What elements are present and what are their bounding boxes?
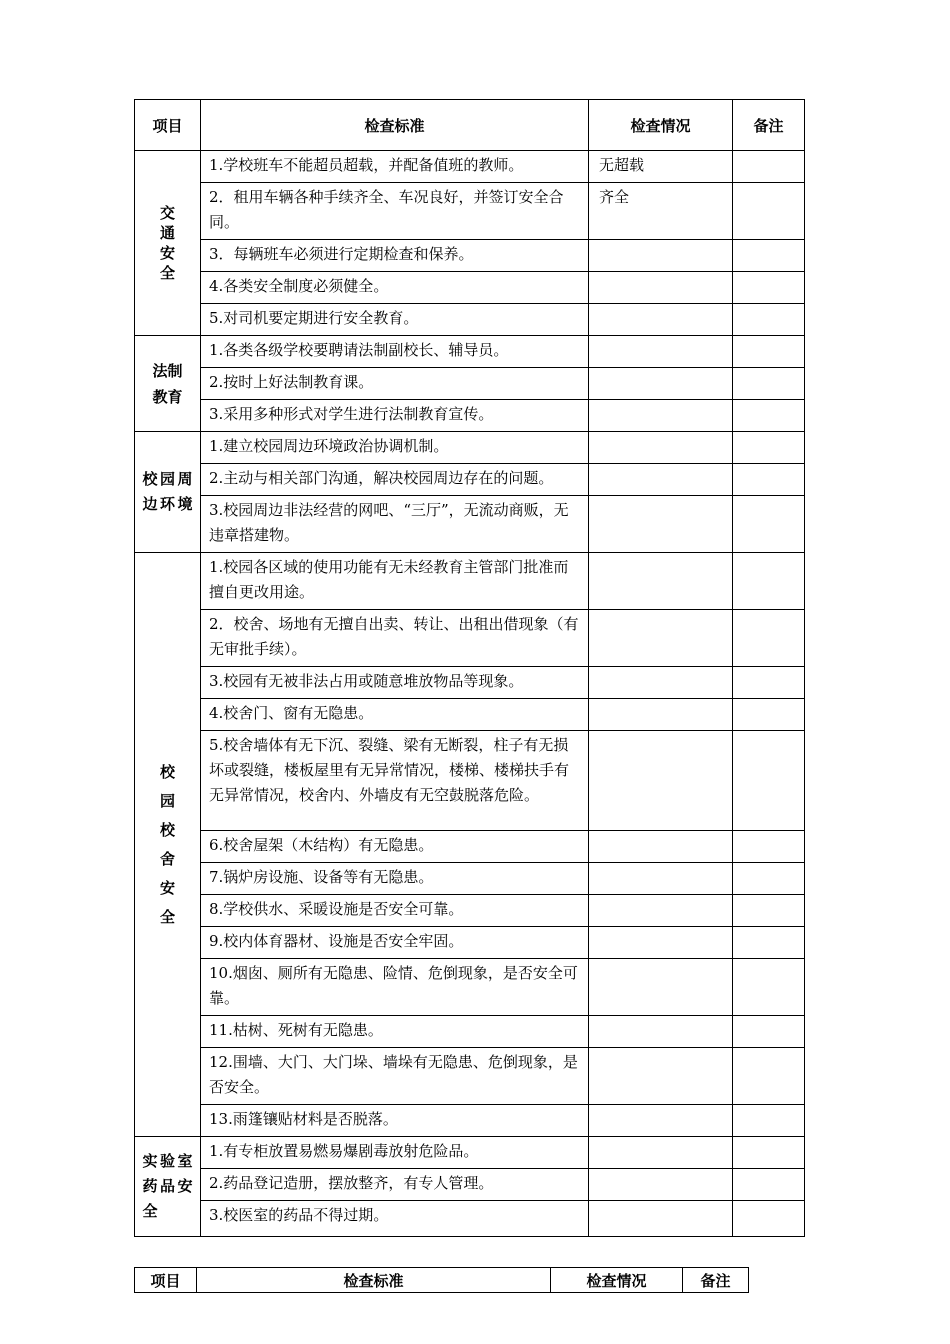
header-note: 备注 — [683, 1268, 749, 1293]
table-row — [135, 1048, 805, 1105]
table-row — [135, 496, 805, 553]
header-item: 项目 — [135, 100, 201, 151]
standard-cell: 4.各类安全制度必须健全。 — [201, 272, 589, 304]
result-cell — [589, 432, 733, 464]
note-cell — [733, 240, 805, 272]
category-campus-building-safety — [135, 553, 201, 1137]
header-standard: 检查标准 — [201, 100, 589, 151]
inspection-table — [134, 99, 805, 1237]
standard-cell: 8.学校供水、采暖设施是否安全可靠。 — [201, 895, 589, 927]
note-cell — [733, 496, 805, 553]
table-row — [135, 1137, 805, 1169]
standard-cell: 2．校舍、场地有无擅自出卖、转让、出租出借现象（有无审批手续）。 — [201, 610, 589, 667]
result-cell — [589, 959, 733, 1016]
standard-cell: 1.建立校园周边环境政治协调机制。 — [201, 432, 589, 464]
table-row — [135, 432, 805, 464]
result-cell — [589, 464, 733, 496]
result-cell — [589, 863, 733, 895]
note-cell — [733, 699, 805, 731]
result-cell — [589, 553, 733, 610]
result-cell — [589, 368, 733, 400]
note-cell — [733, 183, 805, 240]
note-cell — [733, 959, 805, 1016]
category-legal-education — [135, 336, 201, 432]
table-row — [135, 895, 805, 927]
note-cell — [733, 1201, 805, 1237]
note-cell — [733, 336, 805, 368]
result-cell: 齐全 — [589, 183, 733, 240]
result-cell — [589, 1169, 733, 1201]
note-cell — [733, 895, 805, 927]
standard-cell: 3.采用多种形式对学生进行法制教育宣传。 — [201, 400, 589, 432]
result-cell: 无超载 — [589, 151, 733, 183]
standard-cell: 11.枯树、死树有无隐患。 — [201, 1016, 589, 1048]
note-cell — [733, 1169, 805, 1201]
standard-cell: 2.药品登记造册，摆放整齐，有专人管理。 — [201, 1169, 589, 1201]
table-row — [135, 272, 805, 304]
header-row — [135, 100, 805, 151]
result-cell — [589, 699, 733, 731]
result-cell — [589, 1016, 733, 1048]
note-cell — [733, 464, 805, 496]
note-cell — [733, 610, 805, 667]
table-row — [135, 336, 805, 368]
header-result: 检查情况 — [589, 100, 733, 151]
category-label: 校园周边环境 — [142, 470, 193, 513]
note-cell — [733, 1137, 805, 1169]
standard-cell: 2.按时上好法制教育课。 — [201, 368, 589, 400]
note-cell — [733, 863, 805, 895]
note-cell — [733, 368, 805, 400]
note-cell — [733, 1105, 805, 1137]
table-row — [135, 699, 805, 731]
note-cell — [733, 1048, 805, 1105]
result-cell — [589, 272, 733, 304]
table-row — [135, 1016, 805, 1048]
result-cell — [589, 895, 733, 927]
table-row — [135, 731, 805, 831]
note-cell — [733, 1016, 805, 1048]
note-cell — [733, 432, 805, 464]
result-cell — [589, 1105, 733, 1137]
table-row — [135, 1169, 805, 1201]
category-label: 实验室药品安全 — [142, 1152, 193, 1220]
standard-cell: 5.对司机要定期进行安全教育。 — [201, 304, 589, 336]
table-row — [135, 1201, 805, 1237]
result-cell — [589, 1137, 733, 1169]
category-campus-surroundings — [135, 432, 201, 553]
standard-cell: 12.围墙、大门、大门垛、墙垛有无隐患、危倒现象，是否安全。 — [201, 1048, 589, 1105]
standard-cell: 1.校园各区域的使用功能有无未经教育主管部门批准而擅自更改用途。 — [201, 553, 589, 610]
result-cell — [589, 1048, 733, 1105]
standard-cell: 6.校舍屋架（木结构）有无隐患。 — [201, 831, 589, 863]
standard-cell: 3.校园有无被非法占用或随意堆放物品等现象。 — [201, 667, 589, 699]
note-cell — [733, 304, 805, 336]
result-cell — [589, 496, 733, 553]
standard-cell: 5.校舍墙体有无下沉、裂缝、梁有无断裂，柱子有无损坏或裂缝，楼板屋里有无异常情况，楼梯、楼梯扶手有无异常情况，校舍内、外墙皮有无空鼓脱落危险。 — [201, 731, 589, 831]
table-row — [135, 304, 805, 336]
standard-cell: 3.校园周边非法经营的网吧、“三厅”，无流动商贩，无违章搭建物。 — [201, 496, 589, 553]
table-row — [135, 183, 805, 240]
standard-cell: 9.校内体育器材、设施是否安全牢固。 — [201, 927, 589, 959]
standard-cell: 3．每辆班车必须进行定期检查和保养。 — [201, 240, 589, 272]
result-cell — [589, 240, 733, 272]
table-row — [135, 863, 805, 895]
result-cell — [589, 1201, 733, 1237]
note-cell — [733, 831, 805, 863]
table-row — [135, 240, 805, 272]
note-cell — [733, 151, 805, 183]
standard-cell: 1.学校班车不能超员超载，并配备值班的教师。 — [201, 151, 589, 183]
result-cell — [589, 667, 733, 699]
result-cell — [589, 336, 733, 368]
table-row — [135, 464, 805, 496]
table-row — [135, 368, 805, 400]
header-item: 项目 — [135, 1268, 197, 1293]
note-cell — [733, 927, 805, 959]
table-row — [135, 400, 805, 432]
result-cell — [589, 731, 733, 831]
result-cell — [589, 831, 733, 863]
result-cell — [589, 927, 733, 959]
table-row — [135, 553, 805, 610]
table-row — [135, 927, 805, 959]
table-row — [135, 1105, 805, 1137]
note-cell — [733, 400, 805, 432]
standard-cell: 13.雨篷镶贴材料是否脱落。 — [201, 1105, 589, 1137]
header-row — [135, 1268, 749, 1293]
standard-cell: 7.锅炉房设施、设备等有无隐患。 — [201, 863, 589, 895]
result-cell — [589, 400, 733, 432]
next-page-table-header — [134, 1267, 749, 1293]
standard-cell: 10.烟囱、厕所有无隐患、险情、危倒现象，是否安全可靠。 — [201, 959, 589, 1016]
note-cell — [733, 731, 805, 831]
header-result: 检查情况 — [551, 1268, 683, 1293]
result-cell — [589, 304, 733, 336]
standard-cell: 4.校舍门、窗有无隐患。 — [201, 699, 589, 731]
category-label: 法制教育 — [152, 361, 183, 406]
standard-cell: 2．租用车辆各种手续齐全、车况良好，并签订安全合同。 — [201, 183, 589, 240]
category-label: 交通安全 — [160, 204, 176, 282]
table-row — [135, 667, 805, 699]
standard-cell: 3.校医室的药品不得过期。 — [201, 1201, 589, 1237]
table-row — [135, 959, 805, 1016]
standard-cell: 1.有专柜放置易燃易爆剧毒放射危险品。 — [201, 1137, 589, 1169]
category-label: 校园校舍安全 — [160, 762, 176, 926]
header-standard: 检查标准 — [197, 1268, 551, 1293]
header-note: 备注 — [733, 100, 805, 151]
standard-cell: 2.主动与相关部门沟通，解决校园周边存在的问题。 — [201, 464, 589, 496]
table-row — [135, 151, 805, 183]
category-traffic-safety — [135, 151, 201, 336]
table-row — [135, 610, 805, 667]
standard-cell: 1.各类各级学校要聘请法制副校长、辅导员。 — [201, 336, 589, 368]
note-cell — [733, 667, 805, 699]
note-cell — [733, 553, 805, 610]
category-lab-chemical-safety — [135, 1137, 201, 1237]
note-cell — [733, 272, 805, 304]
result-cell — [589, 610, 733, 667]
table-row — [135, 831, 805, 863]
